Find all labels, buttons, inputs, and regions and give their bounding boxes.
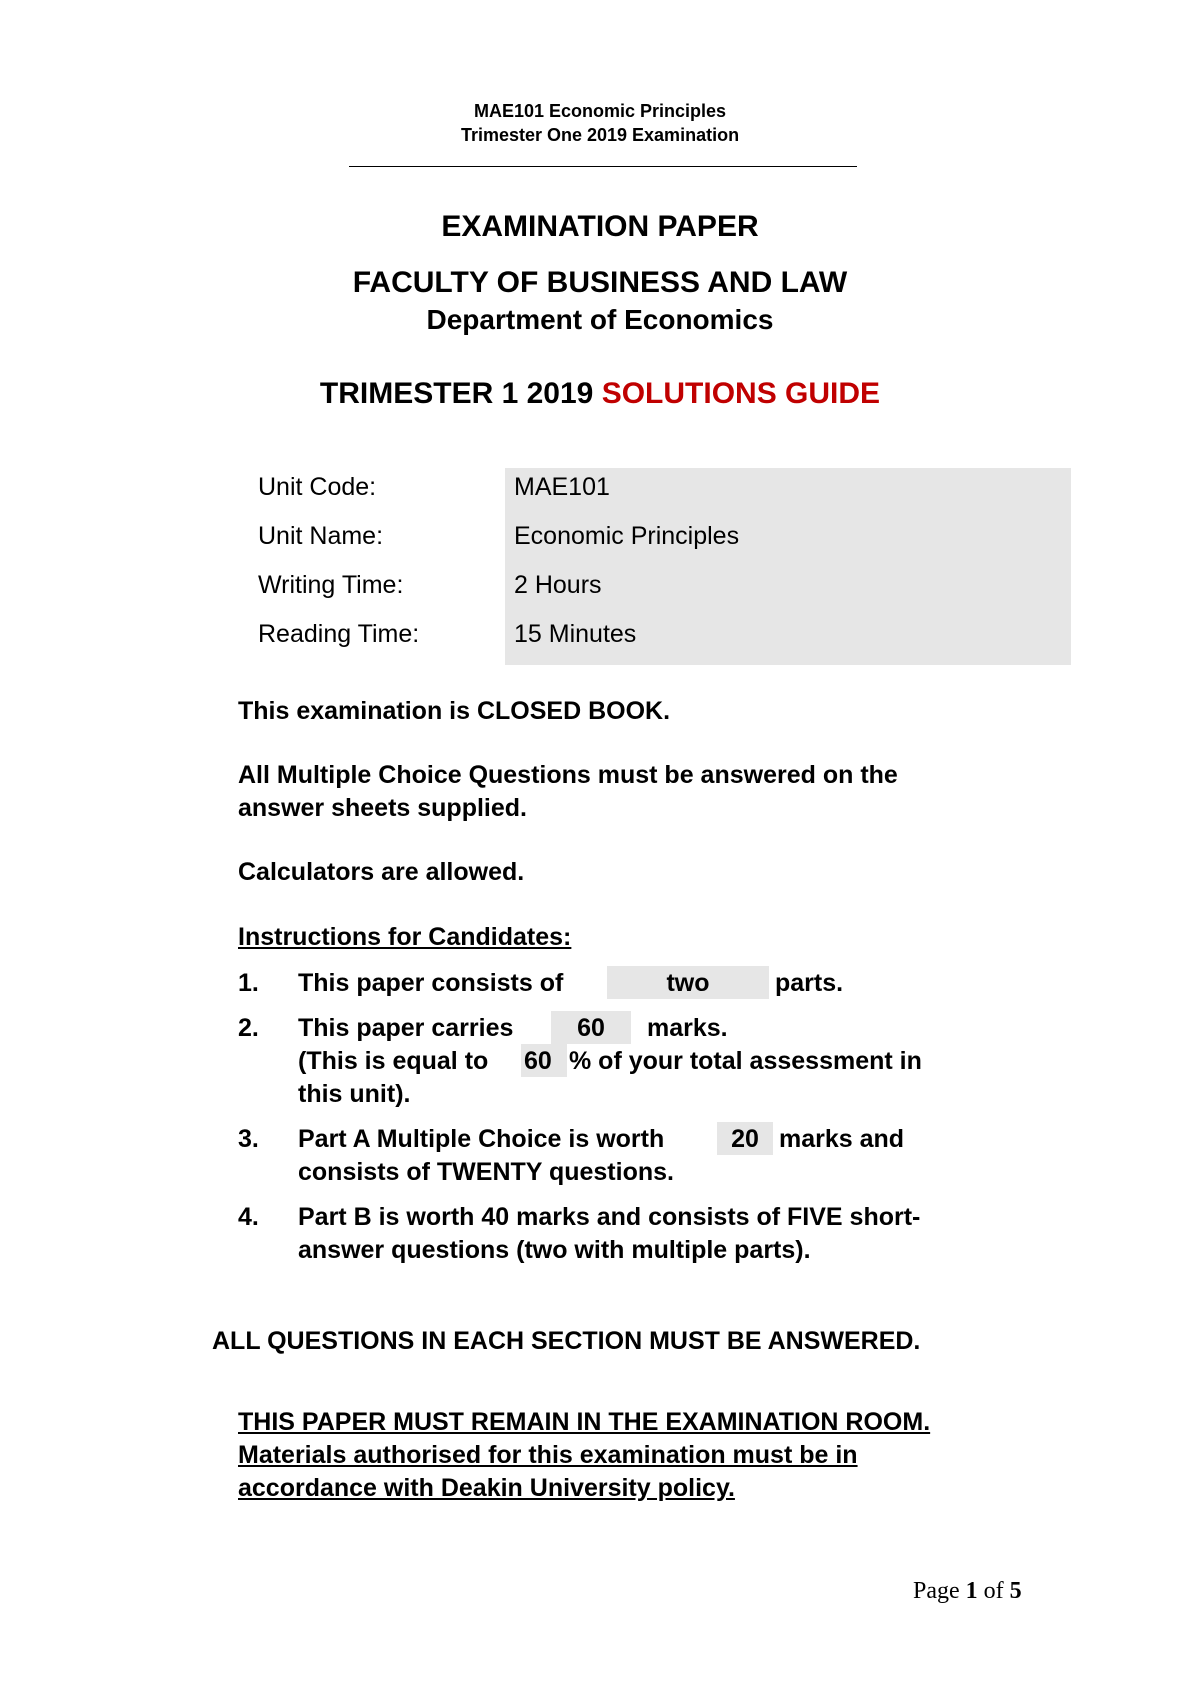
all-questions-notice: ALL QUESTIONS IN EACH SECTION MUST BE ANSWERED. (212, 1327, 921, 1355)
instruction-4-line1: Part B is worth 40 marks and consists of FIVE short- (298, 1203, 921, 1231)
reading-time-value: 15 Minutes (514, 620, 637, 648)
mcq-note-line2: answer sheets supplied. (238, 794, 527, 822)
instruction-2-text: This paper carries (298, 1014, 514, 1042)
instruction-3-line2: consists of TWENTY questions. (298, 1158, 674, 1186)
instructions-heading: Instructions for Candidates: (238, 923, 572, 951)
instruction-3-end: marks and (779, 1125, 905, 1153)
unit-name-value: Economic Principles (514, 522, 740, 550)
instruction-3-fill (717, 1125, 773, 1154)
room-notice-line1: THIS PAPER MUST REMAIN IN THE EXAMINATION ROOM. (238, 1408, 931, 1436)
page-number-footer (913, 1578, 1022, 1605)
page-word: Page (913, 1578, 960, 1604)
closed-book-note: This examination is CLOSED BOOK. (238, 697, 671, 725)
room-notice-line2: Materials authorised for this examination must be in (238, 1441, 858, 1469)
instruction-2-line3: this unit). (298, 1080, 411, 1108)
instruction-2-line2-fill (521, 1047, 567, 1076)
instruction-3-text: Part A Multiple Choice is worth (298, 1125, 665, 1153)
page-total: 5 (1009, 1578, 1022, 1604)
calculators-note: Calculators are allowed. (238, 858, 525, 886)
faculty-title: FACULTY OF BUSINESS AND LAW (352, 266, 848, 299)
solutions-guide-label: SOLUTIONS GUIDE (601, 377, 881, 410)
writing-time-label: Writing Time: (258, 571, 404, 599)
instruction-1-text: This paper consists of (298, 969, 564, 997)
instruction-2-line2-text: (This is equal to (298, 1047, 489, 1075)
of-word: of (983, 1578, 1004, 1604)
room-notice-line3: accordance with Deakin University policy. (238, 1474, 735, 1502)
instruction-1-fill (607, 969, 769, 998)
instruction-2-line2-end: % of your total assessment in (569, 1047, 922, 1075)
instruction-4-number: 4. (238, 1203, 259, 1231)
instruction-2-fill (551, 1014, 631, 1043)
unit-name-label: Unit Name: (258, 522, 384, 550)
instruction-2-end: marks. (647, 1014, 728, 1042)
writing-time-value: 2 Hours (514, 571, 602, 599)
header-divider (349, 166, 857, 167)
unit-code-label: Unit Code: (258, 473, 377, 501)
instruction-2-number: 2. (238, 1014, 259, 1042)
parts-count-value: two (666, 969, 710, 997)
part-a-marks-value: 20 (731, 1125, 759, 1153)
instruction-4-line2: answer questions (two with multiple parts). (298, 1236, 811, 1264)
header-exam-line: Trimester One 2019 Examination (460, 125, 740, 145)
exam-paper-title: EXAMINATION PAPER (441, 210, 759, 243)
department-title: Department of Economics (426, 304, 774, 335)
page-current: 1 (965, 1578, 978, 1604)
trimester-title (0, 377, 1200, 411)
unit-code-value: MAE101 (514, 473, 610, 501)
header-unit-line: MAE101 Economic Principles (473, 101, 727, 121)
instruction-3-number: 3. (238, 1125, 259, 1153)
instruction-1-number: 1. (238, 969, 259, 997)
assessment-percent-value: 60 (524, 1047, 552, 1075)
trimester-label: TRIMESTER 1 2019 (319, 377, 594, 410)
instruction-1-end: parts. (775, 969, 844, 997)
reading-time-label: Reading Time: (258, 620, 420, 648)
mcq-note-line1: All Multiple Choice Questions must be answered on the (238, 761, 898, 789)
total-marks-value: 60 (577, 1014, 605, 1042)
